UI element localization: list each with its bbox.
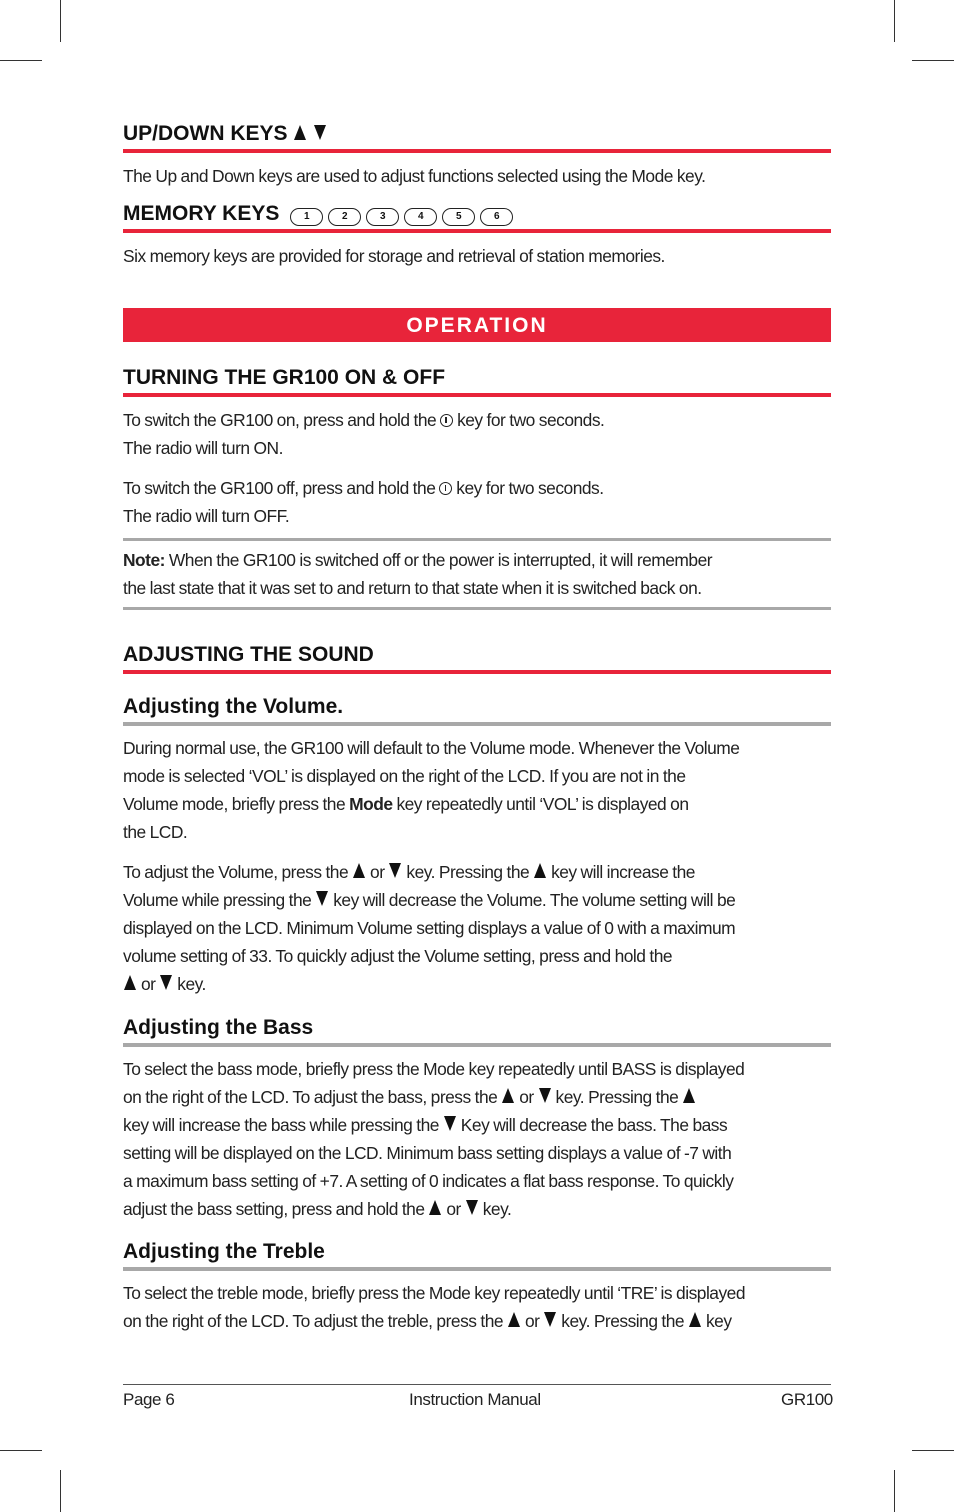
volume-paragraph-2: To adjust the Volume, press the or key. Pressing the key will increase the Volume while pressing the key will decrease the Volume. The volume setting will be displayed on the LCD. Minimum Volume setting displays a value of 0 with a maximum volume setting of 33. To quickly adjust the Volume setting, press and hold the or key. [123,862,736,994]
crop-mark [60,0,61,42]
turn-off-paragraph: To switch the GR100 off, press and hold the key for two seconds. The radio will turn OFF. [123,478,604,526]
power-icon [440,414,453,427]
memory-key-2-icon: 2 [328,208,361,226]
down-triangle-icon [160,975,172,990]
updown-keys-text: The Up and Down keys are used to adjust functions selected using the Mode key. [123,166,706,186]
crop-mark [0,60,42,61]
down-triangle-icon [389,863,401,878]
down-triangle-icon [539,1088,551,1103]
footer-model: GR100 [781,1390,833,1409]
treble-paragraph: To select the treble mode, briefly press the Mode key repeatedly until ‘TRE’ is displayed on the right of the LCD. To adjust the treble, press the or key. Pressing the key [123,1283,746,1331]
crop-mark [0,1450,42,1451]
turning-on-off-heading: TURNING THE GR100 ON & OFF [123,365,831,397]
memory-key-4-icon: 4 [404,208,437,226]
crop-mark [894,1470,895,1512]
note-top-rule [123,538,831,541]
volume-heading: Adjusting the Volume. [123,694,831,726]
memory-key-5-icon: 5 [442,208,475,226]
crop-mark [894,0,895,42]
up-triangle-icon [294,125,306,140]
up-triangle-icon [124,975,136,990]
memory-key-6-icon: 6 [480,208,513,226]
up-triangle-icon [508,1312,520,1327]
memory-key-3-icon: 3 [366,208,399,226]
down-triangle-icon [444,1116,456,1131]
up-triangle-icon [683,1088,695,1103]
note-label: Note: [123,550,165,570]
adjusting-sound-heading: ADJUSTING THE SOUND [123,642,831,674]
down-triangle-icon [544,1312,556,1327]
crop-mark [60,1470,61,1512]
updown-keys-heading: UP/DOWN KEYS [123,121,831,153]
bass-paragraph: To select the bass mode, briefly press the Mode key repeatedly until BASS is displayed on the right of the LCD. To adjust the bass, press the or key. Pressing the key will increase the bass while pressing the Key will decrease the bass. The bass setting will be displayed on the LCD. Minimum bass setting displays a value of -7 with a maximum bass setting of +7. A setting of 0 indicates a flat bass response. To quickly adjust the bass setting, press and hold the or key. [123,1059,745,1219]
down-triangle-icon [466,1200,478,1215]
up-triangle-icon [689,1312,701,1327]
crop-mark [912,60,954,61]
crop-mark [912,1450,954,1451]
footer-page-number: Page 6 [123,1390,175,1409]
up-triangle-icon [502,1088,514,1103]
operation-banner: OPERATION [123,308,831,342]
volume-paragraph-1: During normal use, the GR100 will default to the Volume mode. Whenever the Volume mode is selected ‘VOL’ is displayed on the right of the LCD. If you are not in the Volume mode, briefly press the Mode key repeatedly until ‘VOL’ is displayed on the LCD. [123,738,740,842]
memory-keys-text: Six memory keys are provided for storage and retrieval of station memories. [123,246,665,266]
down-triangle-icon [316,891,328,906]
down-triangle-icon [314,125,326,140]
bass-heading: Adjusting the Bass [123,1015,831,1047]
up-triangle-icon [534,863,546,878]
footer-title: Instruction Manual [409,1390,541,1409]
turn-on-paragraph: To switch the GR100 on, press and hold the key for two seconds. The radio will turn ON. [123,410,605,458]
note-paragraph: Note: When the GR100 is switched off or the power is interrupted, it will remember the last state that it was set to and return to that state when it is switched back on. [123,550,713,598]
memory-key-1-icon: 1 [290,208,323,226]
memory-keys-heading: MEMORY KEYS 1 2 3 4 5 6 [123,201,831,233]
treble-heading: Adjusting the Treble [123,1239,831,1271]
footer-rule [123,1384,831,1385]
up-triangle-icon [429,1200,441,1215]
up-triangle-icon [353,863,365,878]
power-icon [439,482,452,495]
note-bottom-rule [123,607,831,610]
